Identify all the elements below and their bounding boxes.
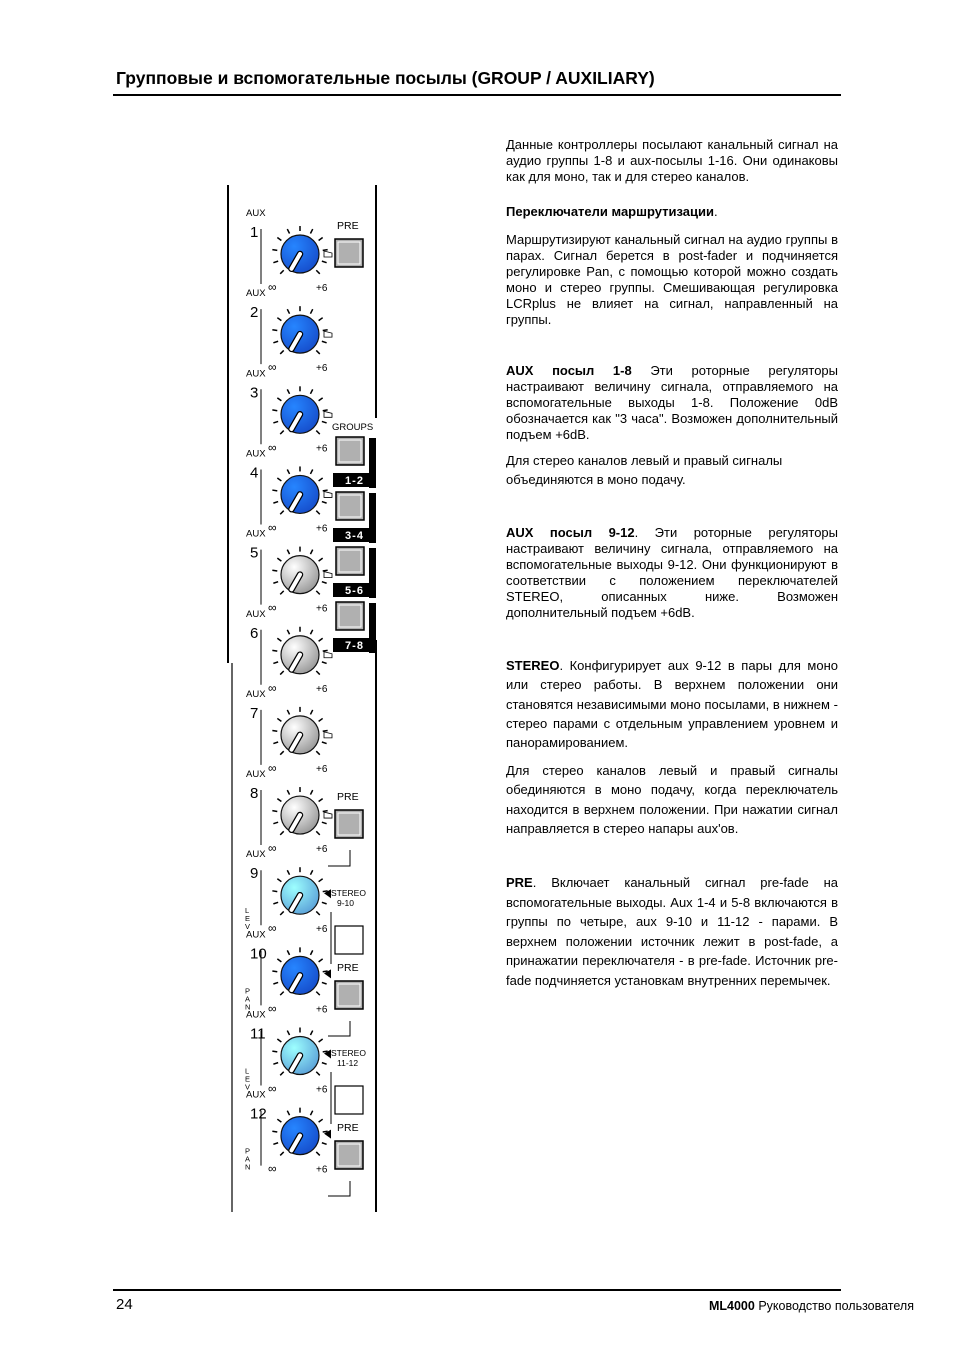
knob-tick [319,959,323,962]
knob-tick [316,270,320,274]
knob-tick [273,1143,278,1145]
vertical-letter: N [245,1002,251,1012]
aux-label: AUX [246,608,266,620]
knob-tick [322,982,327,984]
stereo-switch-9-10 [331,888,366,964]
aux-knob-10 [246,929,331,1015]
knob-tick [287,389,289,393]
routing-heading-label: Переключатели маршрутизации [506,204,714,219]
max-label: +6 [316,924,328,936]
knob-tick [323,1051,328,1052]
footer-model: ML4000 [708,1299,755,1313]
knob-tick [319,1039,323,1042]
zero-db-arrow [324,652,332,658]
stereo-range-label: 11-12 [337,1058,359,1068]
pre-label: PRE [337,220,359,232]
group-switch-1-2 [333,437,376,488]
knob-tick [316,511,320,515]
knob-tick [310,229,312,233]
knob-tick [287,550,289,554]
aux-knob-7 [246,689,332,775]
aux-knob-8 [246,769,332,855]
routing-heading [506,204,838,220]
pre-bracket [328,850,350,866]
knob-tick [287,790,289,794]
knob-tick [316,671,320,675]
min-label: ∞ [268,1081,277,1096]
pre-button[interactable] [335,1141,363,1169]
knob-tick [277,558,281,561]
vertical-letter: N [245,1162,251,1172]
group-switch-7-8 [333,602,376,653]
aux-knob-6 [246,609,332,695]
knob-tick [272,570,277,571]
knob-tick [280,1152,284,1156]
knob-tick [323,250,328,251]
knob-tick [323,650,328,651]
knob-tick [310,630,312,634]
group-button[interactable] [336,547,364,575]
aux-label: AUX [246,1089,266,1101]
knob-number: 6 [250,624,259,642]
aux-label: AUX [246,288,266,300]
group-button[interactable] [336,602,364,630]
knob-tick [319,478,323,481]
max-label: +6 [316,443,328,455]
aux-knob-4 [246,448,332,534]
knob-tick [287,870,289,874]
knob-tick [273,742,278,744]
aux-knob-5 [246,529,332,615]
knob-number: 5 [250,544,259,562]
min-label: ∞ [268,360,277,375]
page-number: 24 [116,1296,133,1313]
knob-tick [273,662,278,664]
knob-tick [272,1051,277,1052]
lev-label-11 [245,1067,250,1092]
aux-knob-1 [246,208,332,294]
pre-button[interactable] [335,810,363,838]
pre-button[interactable] [335,239,363,267]
knob-tick [310,950,312,954]
knob-tick [323,731,328,732]
knob-tick [322,341,327,343]
zero-db-arrow [324,251,332,257]
knob-tick [273,502,278,504]
knob-tick [322,502,327,504]
knob-tick [277,318,281,321]
vertical-letter: L [245,906,250,916]
knob-tick [280,511,284,515]
knob-tick [310,470,312,474]
knob-tick [319,558,323,561]
knob-tick [272,330,277,331]
page-title: Групповые и вспомогательные посылы (GROUP / AUXILIARY) [116,68,655,88]
max-label: +6 [316,283,328,294]
vertical-letter: A [245,994,251,1004]
aux-label: AUX [246,849,266,861]
group-label: 7-8 [345,640,364,652]
group-switch-5-6 [333,547,376,598]
knob-tick [322,662,327,664]
group-label: 1-2 [345,475,364,487]
knob-tick [287,1111,289,1115]
knob-tick [316,591,320,595]
min-label: ∞ [268,760,277,775]
knob-tick [272,410,277,411]
vertical-letter: P [245,1146,251,1156]
knob-tick [310,1031,312,1035]
knob-tick [273,902,278,904]
min-label: ∞ [268,440,277,455]
pre-label: PRE [337,962,359,974]
aux-label: AUX [246,1009,266,1021]
stereo-switch[interactable] [335,1086,363,1114]
min-label: ∞ [268,1001,277,1016]
knob-tick [280,911,284,915]
knob-tick [322,582,327,584]
knob-tick [280,270,284,274]
knob-tick [322,421,327,423]
zero-db-arrow [324,732,332,738]
knob-tick [272,891,277,892]
knob-tick [280,751,284,755]
knob-tick [323,410,328,411]
pre-heading: PRE [506,875,533,891]
knob-tick [319,1119,323,1122]
knob-tick [287,950,289,954]
aux-9-12-paragraph [506,525,838,621]
knob-tick [272,490,277,491]
channel-strip-diagram [225,185,380,1215]
knob-tick [280,591,284,595]
zero-db-arrow [324,812,332,818]
stereo-label: STEREO [331,888,366,898]
knob-tick [272,811,277,812]
min-label: ∞ [268,1161,277,1176]
pan-label-12 [245,1147,250,1172]
knob-tick [287,630,289,634]
zero-db-arrow [324,491,332,497]
knob-tick [272,971,277,972]
knob-tick [323,570,328,571]
aux-label: AUX [246,448,266,460]
knob-tick [277,1119,281,1122]
min-label: ∞ [268,841,277,856]
knob-tick [277,799,281,802]
stereo-paragraph [506,656,838,753]
vertical-letter: V [245,1082,251,1092]
group-button[interactable] [336,437,364,465]
min-label: ∞ [268,680,277,695]
knob-tick [280,671,284,675]
routing-paragraph: Маршрутизируют канальный сигнал на аудио группы в парах. Сигнал берется в post-fader и подчиняется регулировке Pan, с помощью которой можно создать моно и стерео группы. Смешивающая регулировка LCRplus не влияет на сигнал, направленный на группы. [506,232,838,327]
knob-tick [273,261,278,263]
stereo-switch[interactable] [335,926,363,954]
knob-tick [273,421,278,423]
zero-db-arrow [324,331,332,337]
knob-tick [273,341,278,343]
zero-db-arrow [324,572,332,578]
knob-tick [323,1131,328,1132]
knob-tick [310,790,312,794]
group-label: 5-6 [345,585,364,597]
max-label: +6 [316,603,328,615]
knob-tick [287,1031,289,1035]
pre-label: PRE [337,1122,359,1134]
knob-tick [316,431,320,435]
knob-tick [277,959,281,962]
knob-tick [310,710,312,714]
knob-tick [319,318,323,321]
knob-tick [322,1143,327,1145]
group-switch-3-4 [333,492,376,543]
groups-section [332,422,376,653]
vertical-letter: V [245,922,251,932]
knob-tick [310,309,312,313]
knob-tick [316,1072,320,1076]
knob-number: 1 [250,224,259,241]
vertical-letter: E [245,1074,251,1084]
aux-knob-9 [246,849,331,935]
groups-label: GROUPS [332,422,374,433]
max-label: +6 [316,763,328,775]
pre-body: . Включает канальный сигнал pre-fade на вспомогательные выходы. Aux 1-4 и 5-8 включаются в группы по четыре, aux 9-10 и 11-12 - парами. В верхнем положении источник лежит в post-fade, а принажатии переключателя - в pre-fade. Источник pre-fade подчиняется установкам внутренних перемычек. [506,875,838,988]
knob-tick [287,710,289,714]
knob-tick [273,822,278,824]
footer-rule [113,1289,841,1291]
min-label: ∞ [268,600,277,615]
aux-label: AUX [246,688,266,700]
knob-tick [272,1131,277,1132]
knob-tick [319,638,323,641]
aux-label: AUX [246,528,266,540]
aux-label: AUX [246,368,266,380]
pre-label: PRE [337,791,359,803]
stereo-heading: STEREO [506,657,560,673]
knob-tick [272,250,277,251]
knob-tick [310,1111,312,1115]
knob-tick [323,330,328,331]
pre-bracket [328,1181,350,1196]
knob-tick [310,550,312,554]
stereo-note: Для стерео каналов левый и правый сигналы обединяются в моно подачу, когда переключатель находится в верхнем положении. При нажатии сигнал направляется в стерео напары aux'ов. [506,762,838,837]
knob-tick [316,831,320,835]
aux-label: AUX [246,769,266,781]
footer-doc-name: Руководство пользователя [758,1299,914,1313]
group-label: 3-4 [345,530,364,542]
max-label: +6 [316,683,328,695]
knob-tick [319,718,323,721]
min-label: ∞ [268,921,277,936]
group-button[interactable] [336,492,364,520]
channel-strip-svg [225,185,380,1215]
knob-tick [273,982,278,984]
max-label: +6 [316,1084,328,1096]
max-label: +6 [316,1164,328,1176]
knob-number: 4 [250,464,259,482]
stereo-label: STEREO [331,1048,366,1058]
knob-tick [323,490,328,491]
zero-db-arrow [324,411,332,417]
max-label: +6 [316,363,328,375]
intro-paragraph: Данные контроллеры посылают канальный сигнал на аудио группы 1-8 и aux-посылы 1-16. Они одинаковы как для моно, так и для стерео каналов. [506,137,838,184]
footer-doc-title [709,1299,914,1313]
knob-tick [277,638,281,641]
knob-tick [316,751,320,755]
aux-1-8-note: Для стерео каналов левый и правый сигналы объединяются в моно подачу. [506,453,783,488]
vertical-letter: L [245,1066,250,1076]
aux-9-12-heading: AUX посыл 9-12 [506,524,635,540]
knob-tick [287,470,289,474]
knob-tick [277,1039,281,1042]
knob-tick [322,1063,327,1065]
knob-tick [319,879,323,882]
pre-switch-1-4 [335,220,363,267]
knob-tick [277,398,281,401]
pre-switch-9-10 [328,962,363,1036]
knob-tick [322,261,327,263]
knob-tick [316,1152,320,1156]
knob-tick [287,309,289,313]
knob-tick [280,350,284,354]
knob-tick [322,742,327,744]
vertical-letter: A [245,1154,251,1164]
pre-switch-11-12 [328,1122,363,1196]
aux-1-8-heading: AUX посыл 1-8 [506,363,632,378]
aux-9-12-body: . Эти роторные регуляторы настраивают величину сигнала, отправляемого на вспомогательные выходы 9-12. Они функционируют в соответствии с положением переключателей STEREO, описанных ниже. Возможен дополнительный подъем +6dB. [506,524,839,620]
max-label: +6 [316,523,328,535]
knob-tick [280,831,284,835]
text-column [506,137,838,990]
knob-tick [319,238,323,241]
lev-label-9 [245,906,250,931]
knob-tick [280,992,284,996]
knob-tick [273,1063,278,1065]
knob-number: 3 [250,384,259,402]
pre-switch-5-8 [328,791,363,866]
vertical-letter: E [245,914,251,924]
knob-tick [322,822,327,824]
stereo-body: . Конфигурирует aux 9-12 в пары для моно или стерео работы. В верхнем положении они становятся независимыми моно посылами, в нижнем - стерео парами с отдельным управлением уровнем и панорамированием. [506,657,838,751]
aux-knob-11 [246,1010,331,1096]
knob-tick [322,902,327,904]
routing-heading-tail: . [713,204,718,219]
knob-number: 10 [250,945,267,963]
knob-tick [280,1072,284,1076]
knob-tick [277,238,281,241]
max-label: +6 [316,844,328,856]
vertical-letter: P [245,986,251,996]
aux-1-8-paragraph [506,363,838,443]
pre-bracket [328,1021,350,1036]
knob-tick [277,718,281,721]
knob-tick [277,879,281,882]
knob-tick [316,350,320,354]
knob-number: 7 [250,704,259,722]
pre-paragraph [506,873,838,989]
knob-tick [323,891,328,892]
knob-tick [272,731,277,732]
knob-number: 12 [250,1105,267,1123]
aux-knob-2 [246,288,332,374]
knob-tick [316,911,320,915]
knob-tick [319,398,323,401]
pre-button[interactable] [335,981,363,1009]
knob-tick [323,971,328,972]
stereo-switch-11-12 [331,1048,366,1124]
knob-tick [273,582,278,584]
knob-tick [287,229,289,233]
stereo-range-label: 9-10 [337,898,355,908]
knob-number: 11 [250,1025,266,1043]
pan-label-10 [245,986,250,1011]
aux-label: AUX [246,929,266,941]
max-label: +6 [316,1004,328,1016]
knob-tick [272,650,277,651]
knob-tick [310,870,312,874]
aux-1-8-body: Эти роторные регуляторы настраивают величину сигнала, отправляемого на вспомогательные выходы 1-8. Положение 0dB обозначается как "3 часа". Возможен дополнительный подъем +6dB. [506,363,838,442]
title-rule [113,94,841,96]
knob-tick [323,811,328,812]
aux-knob-3 [246,368,332,454]
knob-tick [310,389,312,393]
knob-number: 2 [250,304,259,322]
knob-tick [277,478,281,481]
aux-knob-12 [246,1090,331,1176]
min-label: ∞ [268,280,277,294]
knob-tick [319,799,323,802]
knob-tick [316,992,320,996]
knob-number: 9 [250,865,259,883]
min-label: ∞ [268,520,277,535]
knob-number: 8 [250,785,259,803]
knob-tick [280,431,284,435]
aux-label: AUX [246,208,266,219]
